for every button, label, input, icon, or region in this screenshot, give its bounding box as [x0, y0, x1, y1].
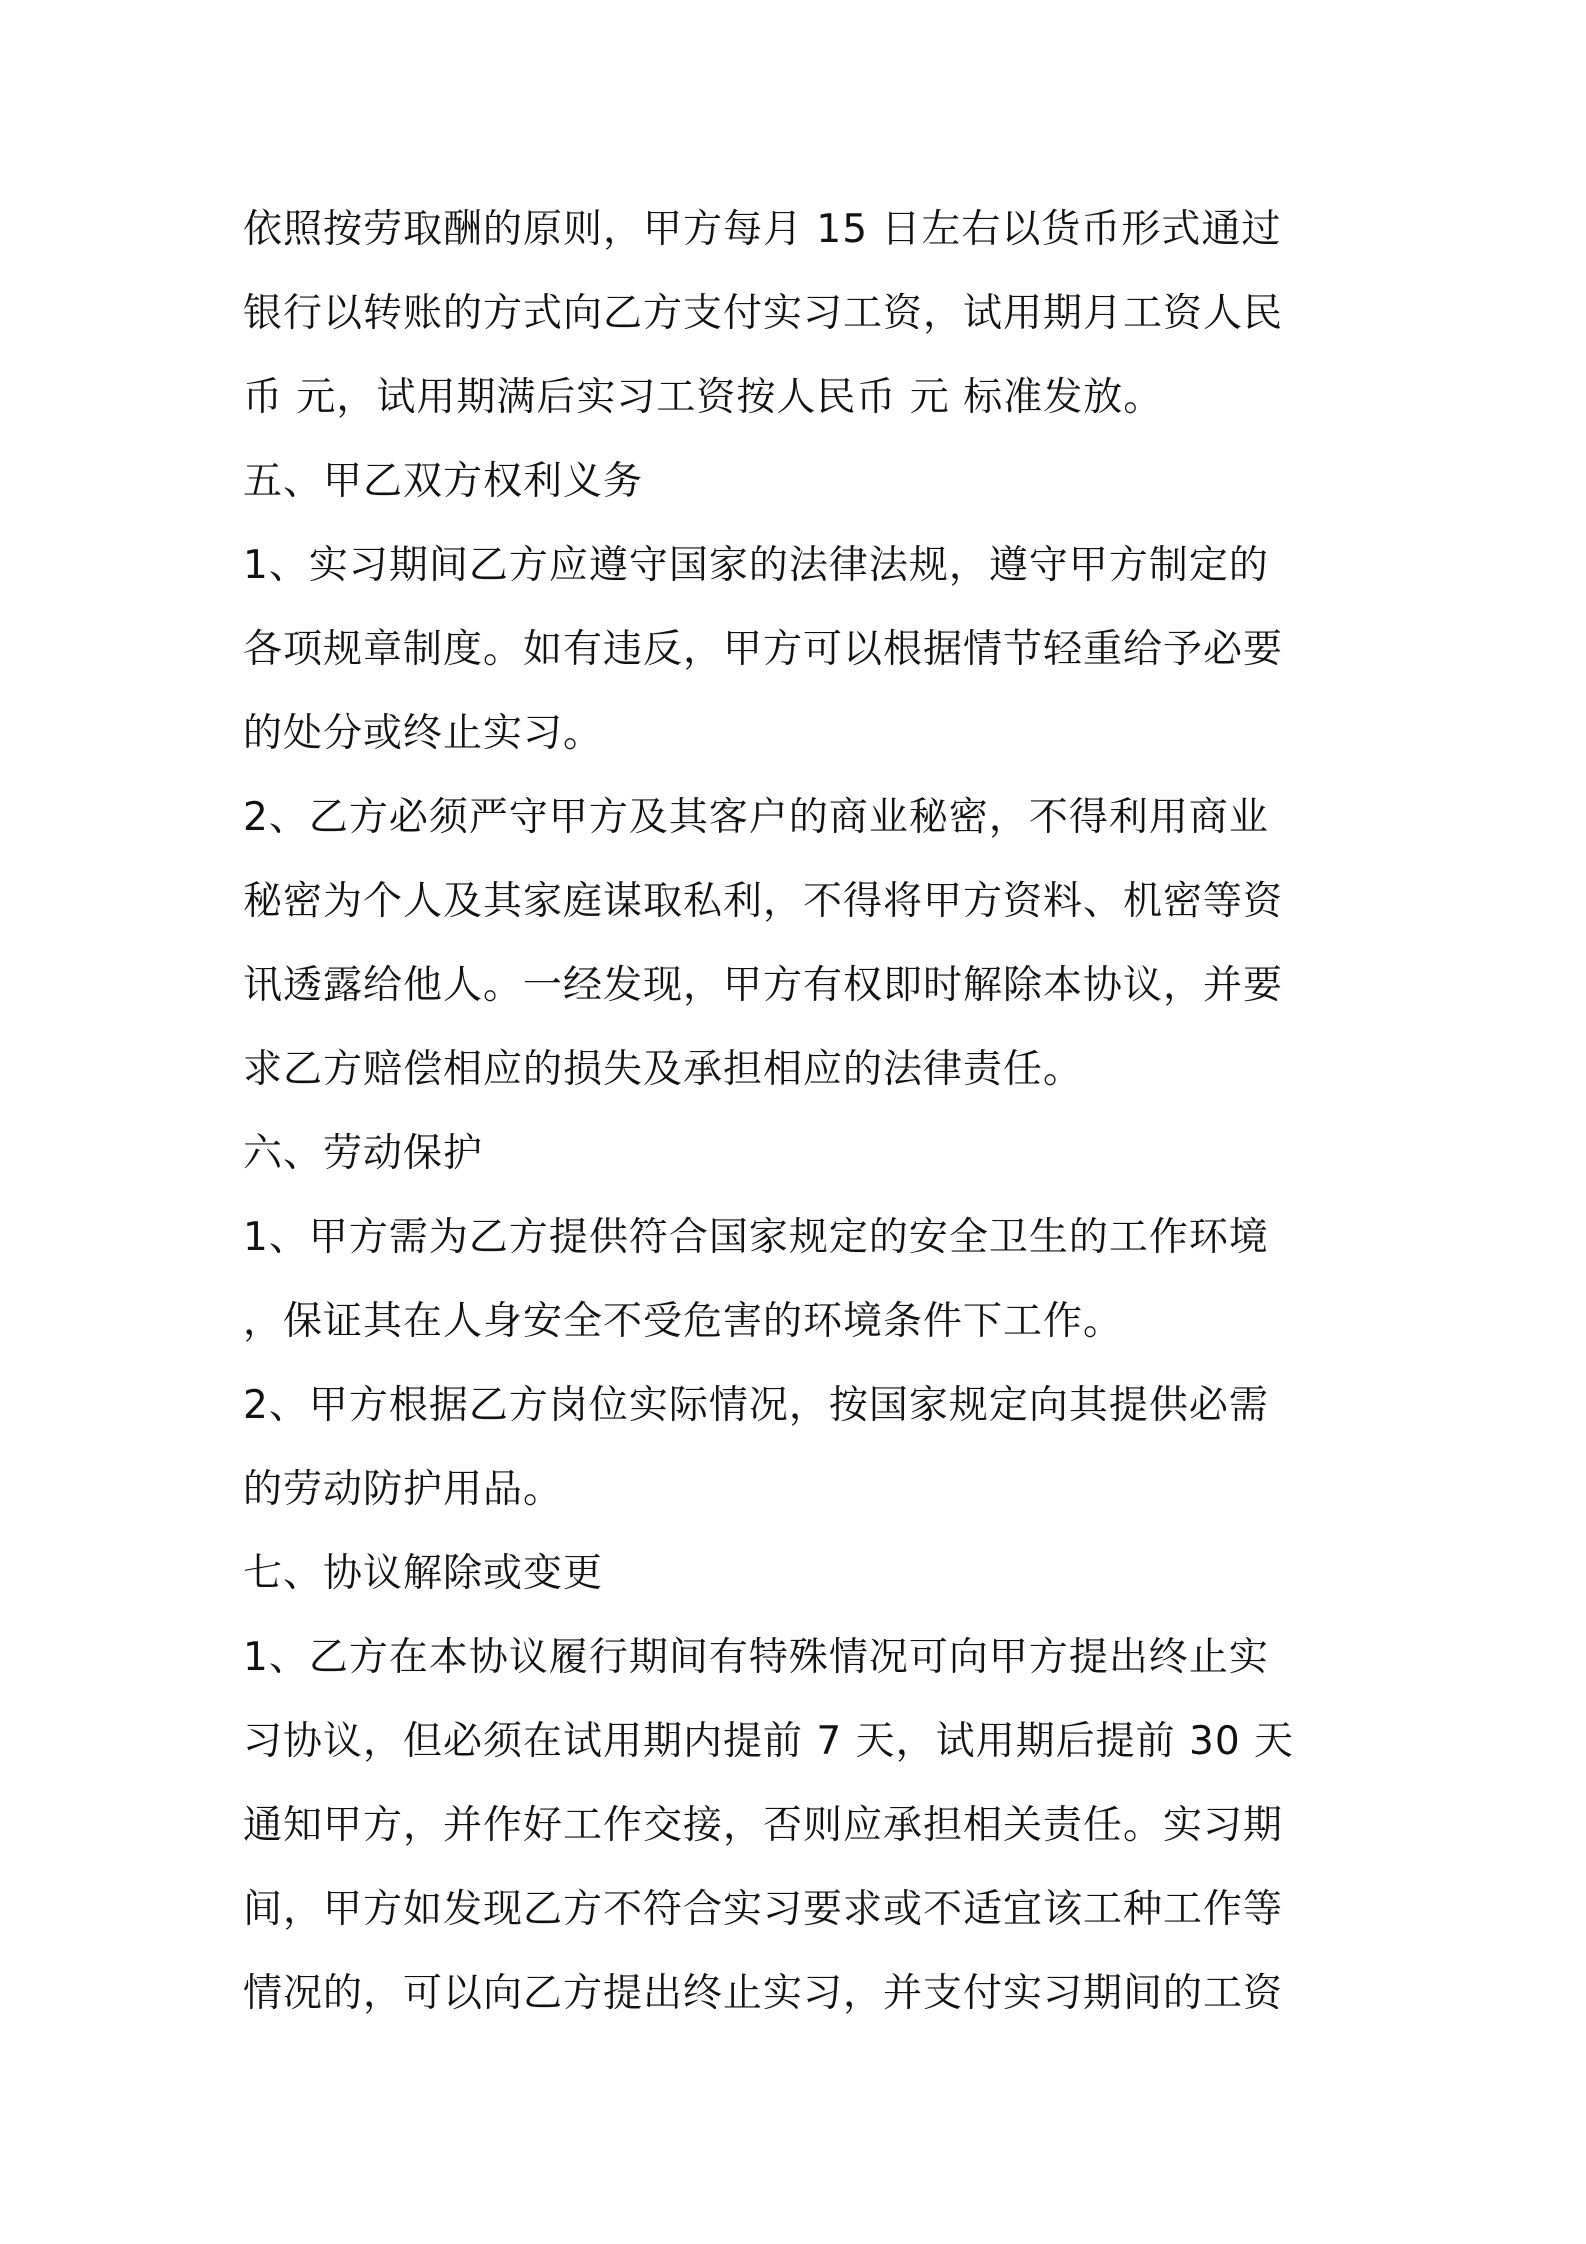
text-line: 求乙方赔偿相应的损失及承担相应的法律责任。: [243, 1047, 1084, 1092]
text-line: 1、甲方需为乙方提供符合国家规定的安全卫生的工作环境: [243, 1215, 1269, 1260]
text-line: 币 元，试用期满后实习工资按人民币 元 标准发放。: [243, 375, 1164, 420]
text-line: 银行以转账的方式向乙方支付实习工资，试用期月工资人民: [243, 291, 1284, 336]
text-line: 2、乙方必须严守甲方及其客户的商业秘密，不得利用商业: [243, 795, 1269, 840]
section-heading-termination: 七、协议解除或变更: [243, 1551, 604, 1596]
text-line: 间，甲方如发现乙方不符合实习要求或不适宜该工种工作等: [243, 1887, 1284, 1932]
text-line: 习协议，但必须在试用期内提前 7 天，试用期后提前 30 天: [243, 1719, 1295, 1764]
text-line: 1、实习期间乙方应遵守国家的法律法规，遵守甲方制定的: [243, 543, 1269, 588]
text-line: 秘密为个人及其家庭谋取私利，不得将甲方资料、机密等资: [243, 879, 1284, 924]
text-line: 1、乙方在本协议履行期间有特殊情况可向甲方提出终止实: [243, 1635, 1269, 1680]
text-line: 的劳动防护用品。: [243, 1467, 564, 1512]
section-heading-labor-protection: 六、劳动保护: [243, 1131, 484, 1176]
text-line: ，保证其在人身安全不受危害的环境条件下工作。: [243, 1299, 1124, 1344]
text-line: 情况的，可以向乙方提出终止实习，并支付实习期间的工资: [243, 1971, 1284, 2016]
text-line: 各项规章制度。如有违反，甲方可以根据情节轻重给予必要: [243, 627, 1284, 672]
text-line: 讯透露给他人。一经发现，甲方有权即时解除本协议，并要: [243, 963, 1284, 1008]
text-line: 依照按劳取酬的原则，甲方每月 15 日左右以货币形式通过: [243, 207, 1282, 252]
section-heading-rights: 五、甲乙双方权利义务: [243, 459, 644, 504]
text-line: 的处分或终止实习。: [243, 711, 604, 756]
text-line: 2、甲方根据乙方岗位实际情况，按国家规定向其提供必需: [243, 1383, 1269, 1428]
text-line: 通知甲方，并作好工作交接，否则应承担相关责任。实习期: [243, 1803, 1284, 1848]
